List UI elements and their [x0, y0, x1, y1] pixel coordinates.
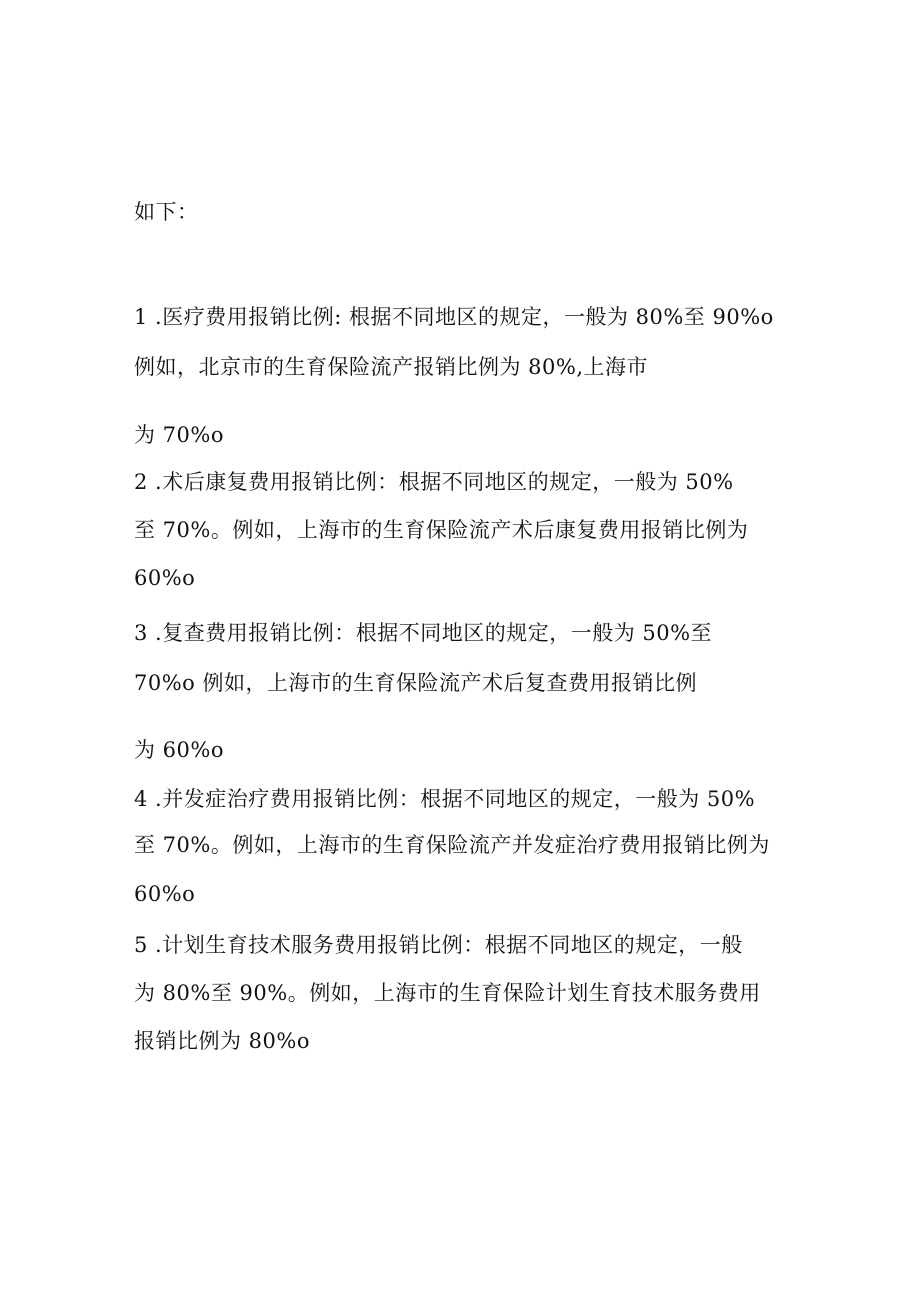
item-3-line-3: 为 60%o: [134, 738, 224, 762]
item-3-line-1: 3 .复查费用报销比例：根据不同地区的规定，一般为 50%至: [134, 621, 713, 645]
item-3-line-2: 70%o 例如，上海市的生育保险流产术后复查费用报销比例: [134, 671, 697, 695]
item-2-line-2: 至 70%。例如，上海市的生育保险流产术后康复费用报销比例为: [134, 518, 749, 542]
item-4-line-1: 4 .并发症治疗费用报销比例：根据不同地区的规定，一般为 50%: [134, 787, 756, 811]
item-4-line-2: 至 70%。例如，上海市的生育保险流产并发症治疗费用报销比例为: [134, 833, 770, 857]
item-1-line-2: 例如，北京市的生育保险流产报销比例为 80%,上海市: [134, 355, 649, 379]
intro-line: 如下：: [134, 200, 199, 224]
item-2-line-3: 60%o: [134, 566, 196, 590]
item-1-line-1: 1 .医疗费用报销比例: 根据不同地区的规定，一般为 80%至 90%o: [134, 305, 774, 329]
item-5-line-2: 为 80%至 90%。例如，上海市的生育保险计划生育技术服务费用: [134, 981, 761, 1005]
item-4-line-3: 60%o: [134, 882, 196, 906]
item-5-line-1: 5 .计划生育技术服务费用报销比例：根据不同地区的规定，一般: [134, 933, 743, 957]
item-5-line-3: 报销比例为 80%o: [134, 1029, 310, 1053]
item-2-line-1: 2 .术后康复费用报销比例：根据不同地区的规定，一般为 50%: [134, 470, 734, 494]
item-1-line-3: 为 70%o: [134, 423, 224, 447]
